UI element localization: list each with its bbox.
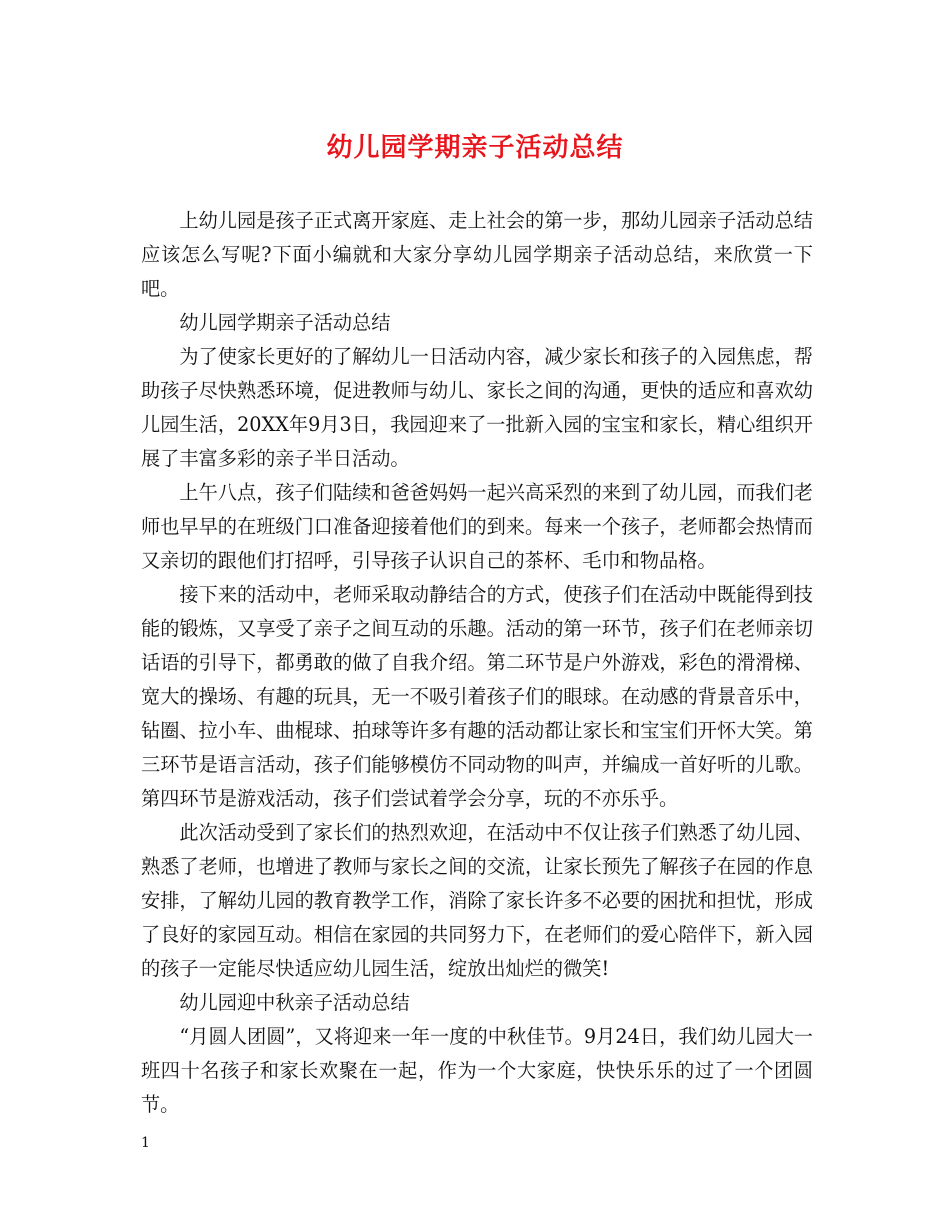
- document-body: [141, 204, 813, 1122]
- section-heading-mid-autumn: 幼儿园迎中秋亲子活动总结: [179, 991, 410, 1014]
- body-paragraph: 此次活动受到了家长们的热烈欢迎，在活动中不仅让孩子们熟悉了幼儿园、熟悉了老师，也增进了教师与家长之间的交流，让家长预先了解孩子在园的作息安排，了解幼儿园的教育教学工作，消除了家长许多不必要的困扰和担忧，形成了良好的家园互动。相信在家园的共同努力下，在老师们的爱心陪伴下，新入园的孩子一定能尽快适应幼儿园生活，绽放出灿烂的微笑!: [141, 821, 813, 980]
- body-paragraph: 为了使家长更好的了解幼儿一日活动内容，减少家长和孩子的入园焦虑，帮助孩子尽快熟悉环境，促进教师与幼儿、家长之间的沟通，更快的适应和喜欢幼儿园生活，20XX年9月3日，我园迎来了一批新入园的宝宝和家长，精心组织开展了丰富多彩的亲子半日活动。: [141, 345, 813, 470]
- intro-paragraph: 上幼儿园是孩子正式离开家庭、走上社会的第一步，那幼儿园亲子活动总结应该怎么写呢?下面小编就和大家分享幼儿园学期亲子活动总结，来欣赏一下吧。: [141, 209, 813, 300]
- page-number: 1: [141, 1135, 150, 1151]
- section-heading-semester: 幼儿园学期亲子活动总结: [179, 311, 391, 334]
- body-paragraph: 接下来的活动中，老师采取动静结合的方式，使孩子们在活动中既能得到技能的锻炼，又享受了亲子之间互动的乐趣。活动的第一环节，孩子们在老师亲切话语的引导下，都勇敢的做了自我介绍。第二环节是户外游戏，彩色的滑滑梯、宽大的操场、有趣的玩具，无一不吸引着孩子们的眼球。在动感的背景音乐中，钻圈、拉小车、曲棍球、拍球等许多有趣的活动都让家长和宝宝们开怀大笑。第三环节是语言活动，孩子们能够模仿不同动物的叫声，并编成一首好听的儿歌。第四环节是游戏活动，孩子们尝试着学会分享，玩的不亦乐乎。: [141, 583, 813, 810]
- document-title: 幼儿园学期亲子活动总结: [326, 133, 624, 163]
- body-paragraph: 上午八点，孩子们陆续和爸爸妈妈一起兴高采烈的来到了幼儿园，而我们老师也早早的在班级门口准备迎接着他们的到来。每来一个孩子，老师都会热情而又亲切的跟他们打招呼，引导孩子认识自己的茶杯、毛巾和物品格。: [141, 481, 813, 572]
- body-paragraph: “月圆人团圆”，又将迎来一年一度的中秋佳节。9月24日，我们幼儿园大一班四十名孩子和家长欢聚在一起，作为一个大家庭，快快乐乐的过了一个团圆节。: [141, 1025, 813, 1116]
